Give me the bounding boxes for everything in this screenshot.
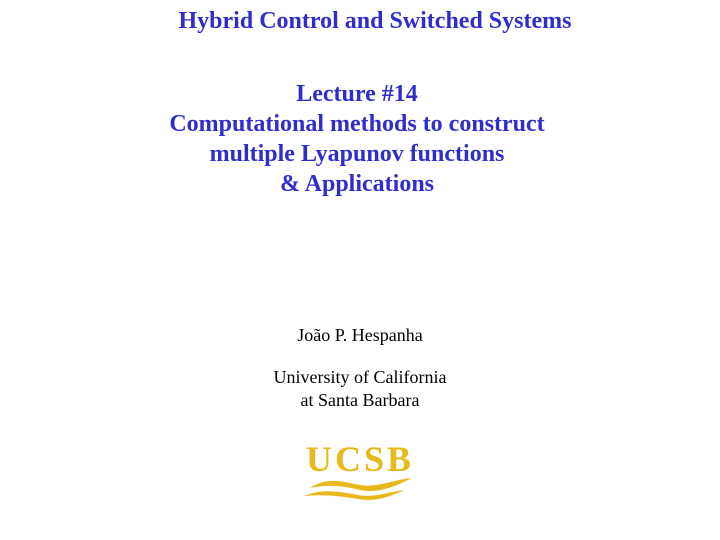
lecture-title-line-1: Computational methods to construct bbox=[169, 111, 545, 137]
lecture-title-line-2: multiple Lyapunov functions bbox=[209, 141, 505, 167]
ucsb-logo-wave-upper bbox=[310, 478, 412, 491]
author-name: João P. Hespanha bbox=[297, 325, 423, 345]
affiliation-line-1: University of California bbox=[273, 367, 447, 387]
lecture-heading bbox=[0, 79, 714, 199]
ucsb-logo-wave-lower bbox=[304, 490, 404, 500]
course-title: Hybrid Control and Switched Systems bbox=[178, 8, 572, 34]
affiliation bbox=[0, 366, 720, 412]
ucsb-logo bbox=[300, 438, 420, 500]
lecture-title-line-3: & Applications bbox=[279, 171, 435, 197]
affiliation-line-2: at Santa Barbara bbox=[300, 390, 420, 410]
ucsb-logo-wordmark: UCSB bbox=[305, 439, 415, 479]
lecture-number: Lecture #14 bbox=[296, 81, 418, 107]
